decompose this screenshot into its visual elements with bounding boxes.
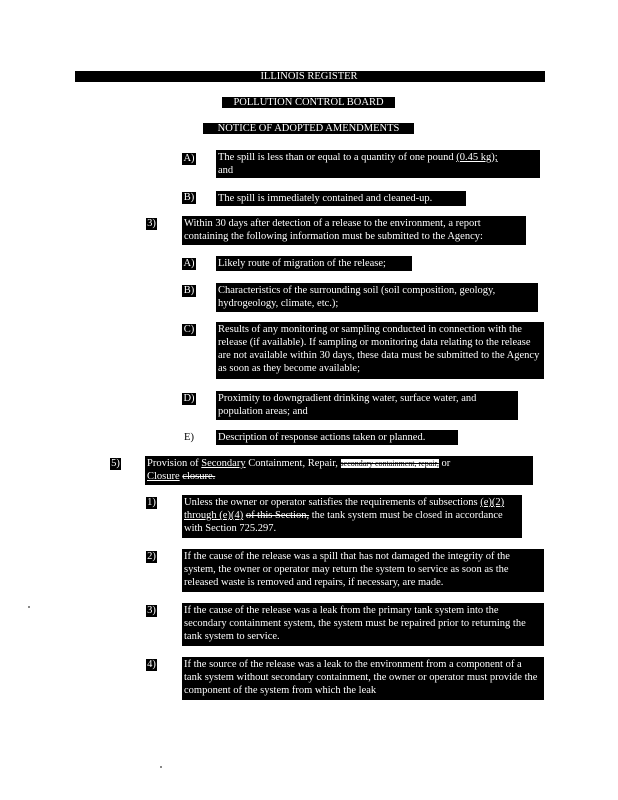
- release-b-label: B): [183, 285, 195, 296]
- item-3-label: 3): [147, 218, 156, 229]
- item-p1-text-c: of this Section,: [245, 510, 310, 521]
- item-p1-text-a: Unless the owner or operator satisfies the requirements of subsections: [184, 497, 478, 508]
- item-5-containment: Containment, Repair,: [248, 458, 338, 469]
- item-5-closure: Closure: [147, 471, 180, 482]
- item-5-provision: Provision of: [147, 458, 199, 469]
- item-5-struck: secondary containment, repair,: [340, 459, 439, 468]
- item-a-label: A): [183, 153, 195, 164]
- item-a-text-main: The spill is less than or equal to a quantity of one pound: [218, 152, 454, 163]
- notice-title: NOTICE OF ADOPTED AMENDMENTS: [203, 123, 414, 134]
- item-b-text: The spill is immediately contained and cleaned-up.: [216, 191, 466, 206]
- item-p4-text: If the source of the release was a leak to the environment from a component of a tank system without secondary containment, the owner or operator must provide the component of the system from which the leak: [182, 657, 544, 700]
- item-5-closure-struck: closure.: [182, 471, 216, 482]
- item-5-secondary: Secondary: [201, 458, 246, 469]
- item-p2-text: If the cause of the release was a spill that has not damaged the integrity of the system, the owner or operator may return the system to service as soon as the released waste is removed and repairs, if necessary, are made.: [182, 549, 544, 592]
- item-3-text: Within 30 days after detection of a release to the environment, a report containing the following information must be submitted to the Agency:: [182, 216, 526, 245]
- item-p3-text: If the cause of the release was a leak from the primary tank system into the secondary containment system, the system must be repaired prior to returning the tank system to service.: [182, 603, 544, 646]
- item-p2-label: 2): [147, 551, 156, 562]
- item-5-or: or: [441, 458, 451, 469]
- release-c-text: Results of any monitoring or sampling conducted in connection with the release (if available). If sampling or monitoring data relating to the release are not available within 30 days, these data must be submitted to the Agency as soon as they become available;: [216, 322, 544, 379]
- item-a-text-added: (0.45 kg);: [456, 152, 498, 163]
- item-p1-text-b: (e)(2) through (e)(4): [184, 497, 505, 521]
- item-p4-label: 4): [147, 659, 156, 670]
- scan-speck: [160, 766, 162, 768]
- item-p1-label: 1): [147, 497, 156, 508]
- release-e-label: E): [184, 432, 194, 443]
- scan-speck: [28, 606, 30, 608]
- register-title: ILLINOIS REGISTER: [252, 71, 366, 82]
- item-a-text-and: and: [218, 165, 234, 176]
- item-a-text: [216, 150, 540, 178]
- item-b-label: B): [183, 192, 195, 203]
- item-p1-text-d: the tank system must be closed in accordance with Section 725.297.: [184, 510, 503, 534]
- release-a-text: Likely route of migration of the release;: [216, 256, 412, 271]
- item-5-text: [145, 456, 533, 485]
- board-title: POLLUTION CONTROL BOARD: [222, 97, 395, 108]
- release-d-text: Proximity to downgradient drinking water, surface water, and population areas; and: [216, 391, 518, 420]
- item-p3-label: 3): [147, 605, 156, 616]
- item-5-label: 5): [111, 458, 120, 469]
- release-c-label: C): [183, 324, 195, 335]
- release-b-text: Characteristics of the surrounding soil (soil composition, geology, hydrogeology, climate, etc.);: [216, 283, 538, 312]
- release-d-label: D): [183, 393, 195, 404]
- release-e-text: Description of response actions taken or planned.: [216, 430, 458, 445]
- item-p1-text: [182, 495, 522, 538]
- release-a-label: A): [183, 258, 195, 269]
